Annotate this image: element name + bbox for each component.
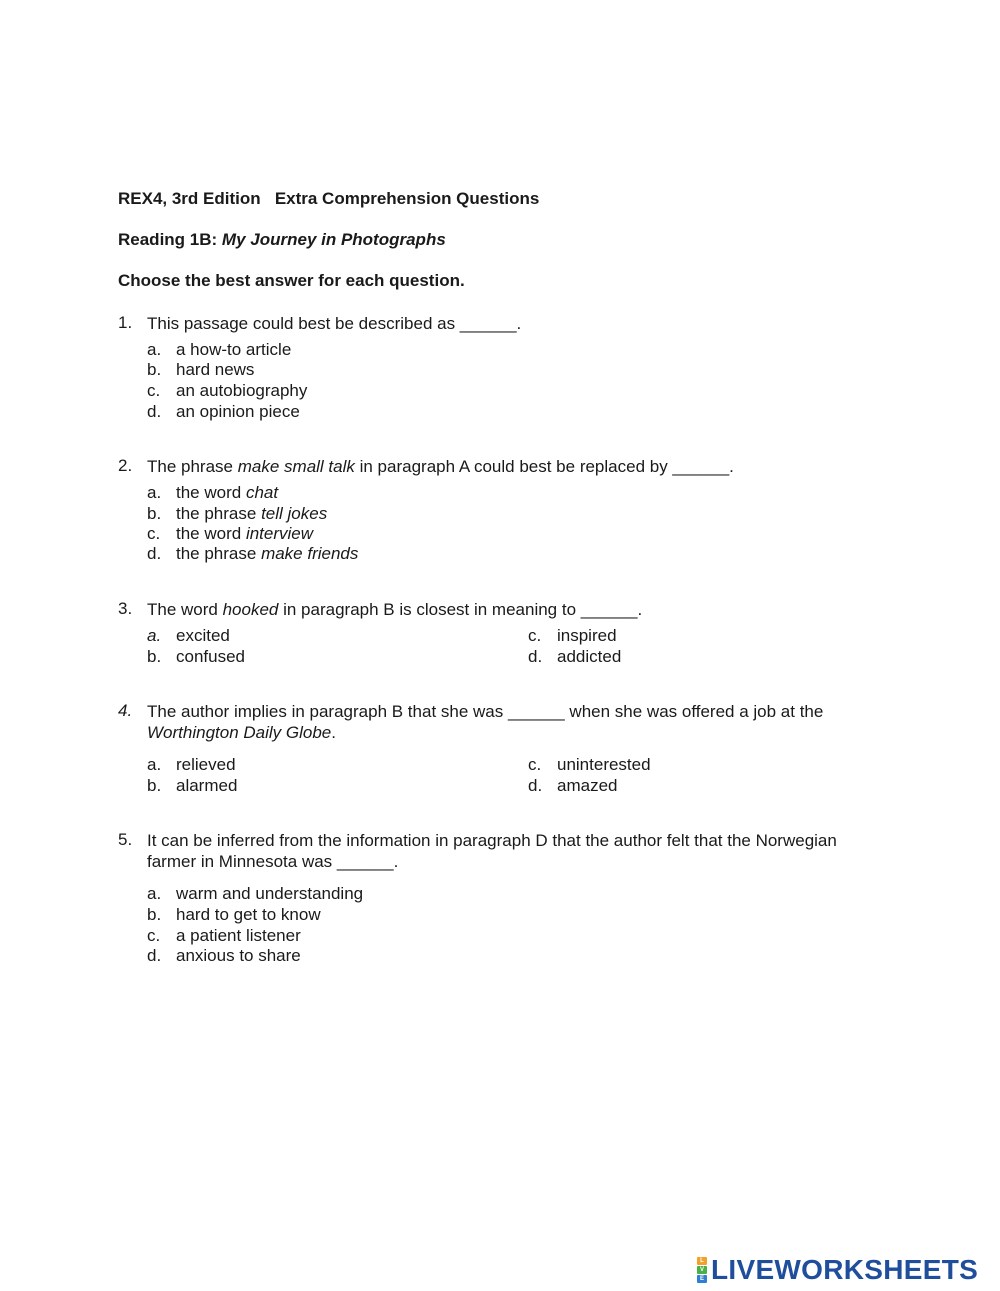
logo-block: V bbox=[697, 1266, 707, 1274]
option-text[interactable]: a how-to article bbox=[176, 340, 292, 359]
logo-block: L bbox=[697, 1257, 707, 1265]
option-letter: c. bbox=[147, 381, 161, 400]
question-text-italic: Worthington Daily Globe bbox=[147, 723, 332, 742]
option-text[interactable]: addicted bbox=[557, 647, 622, 666]
option-letter: c. bbox=[147, 926, 161, 945]
question-number: 1. bbox=[118, 313, 133, 332]
option-prefix: the phrase bbox=[176, 544, 262, 563]
option-prefix: the phrase bbox=[176, 504, 262, 523]
option-text[interactable]: confused bbox=[176, 647, 245, 666]
option-text[interactable]: an autobiography bbox=[176, 381, 308, 400]
option-text[interactable]: warm and understanding bbox=[176, 884, 364, 903]
question-text-line2 bbox=[147, 722, 887, 743]
logo-block: E bbox=[697, 1275, 707, 1283]
question-text-part: . bbox=[331, 723, 336, 742]
liveworksheets-logo bbox=[697, 1255, 978, 1285]
title-edition: REX4, 3rd Edition bbox=[118, 189, 261, 208]
question-text-part: in paragraph A could best be replaced by ______. bbox=[354, 457, 734, 476]
option-italic: make friends bbox=[261, 544, 359, 563]
option-letter: b. bbox=[147, 776, 162, 795]
reading-title: My Journey in Photographs bbox=[221, 230, 446, 249]
option-italic: interview bbox=[245, 524, 314, 543]
question-number: 3. bbox=[118, 599, 133, 618]
option-letter: b. bbox=[147, 360, 162, 379]
option-text[interactable]: uninterested bbox=[557, 755, 651, 774]
option-text[interactable]: hard to get to know bbox=[176, 905, 321, 924]
option-letter: a. bbox=[147, 626, 162, 645]
question-text-line2: farmer in Minnesota was ______. bbox=[147, 852, 399, 871]
option-text[interactable]: alarmed bbox=[176, 776, 238, 795]
option-letter: d. bbox=[147, 402, 162, 421]
option-text[interactable]: anxious to share bbox=[176, 946, 301, 965]
logo-icon bbox=[697, 1257, 707, 1283]
option-letter: b. bbox=[147, 647, 162, 666]
option-text[interactable] bbox=[176, 524, 313, 544]
question-number: 4. bbox=[118, 701, 133, 720]
option-text[interactable]: relieved bbox=[176, 755, 236, 774]
option-text[interactable]: excited bbox=[176, 626, 230, 645]
question-text-part: The phrase bbox=[147, 457, 238, 476]
option-text[interactable]: inspired bbox=[557, 626, 617, 645]
document-title bbox=[118, 189, 539, 209]
question-number: 2. bbox=[118, 456, 133, 475]
question-text bbox=[147, 456, 887, 477]
option-prefix: the word bbox=[176, 483, 246, 502]
option-letter: d. bbox=[147, 946, 162, 965]
option-text[interactable]: amazed bbox=[557, 776, 618, 795]
option-letter: a. bbox=[147, 755, 162, 774]
reading-label: Reading 1B: bbox=[118, 230, 218, 249]
option-letter: a. bbox=[147, 884, 162, 903]
option-italic: tell jokes bbox=[261, 504, 328, 523]
question-text-part: The word bbox=[147, 600, 223, 619]
instructions: Choose the best answer for each question. bbox=[118, 271, 465, 290]
option-letter: d. bbox=[528, 647, 543, 666]
question-text: It can be inferred from the information in paragraph D that the author felt that the Norwegian bbox=[147, 831, 837, 850]
option-italic: chat bbox=[245, 483, 279, 502]
option-text[interactable] bbox=[176, 504, 327, 524]
option-letter: a. bbox=[147, 340, 162, 359]
title-subtitle: Extra Comprehension Questions bbox=[274, 189, 540, 208]
question-text bbox=[147, 599, 887, 620]
option-letter: c. bbox=[528, 755, 542, 774]
option-text[interactable]: an opinion piece bbox=[176, 402, 300, 421]
option-text[interactable] bbox=[176, 483, 278, 503]
question-text-italic: hooked bbox=[222, 600, 279, 619]
option-text[interactable] bbox=[176, 544, 358, 564]
reading-heading bbox=[118, 230, 446, 250]
question-text-italic: make small talk bbox=[237, 457, 355, 476]
option-letter: c. bbox=[147, 524, 161, 543]
question-text-part: in paragraph B is closest in meaning to ______. bbox=[278, 600, 643, 619]
logo-text: LIVEWORKSHEETS bbox=[711, 1254, 979, 1285]
question-number: 5. bbox=[118, 830, 133, 849]
question-text: The author implies in paragraph B that she was ______ when she was offered a job at the bbox=[147, 702, 824, 721]
option-text[interactable]: hard news bbox=[176, 360, 255, 379]
option-letter: d. bbox=[147, 544, 162, 563]
option-letter: a. bbox=[147, 483, 162, 502]
option-prefix: the word bbox=[176, 524, 246, 543]
option-letter: b. bbox=[147, 504, 162, 523]
option-letter: b. bbox=[147, 905, 162, 924]
question-text: This passage could best be described as ______. bbox=[147, 314, 522, 333]
option-letter: d. bbox=[528, 776, 543, 795]
option-text[interactable]: a patient listener bbox=[176, 926, 301, 945]
option-letter: c. bbox=[528, 626, 542, 645]
